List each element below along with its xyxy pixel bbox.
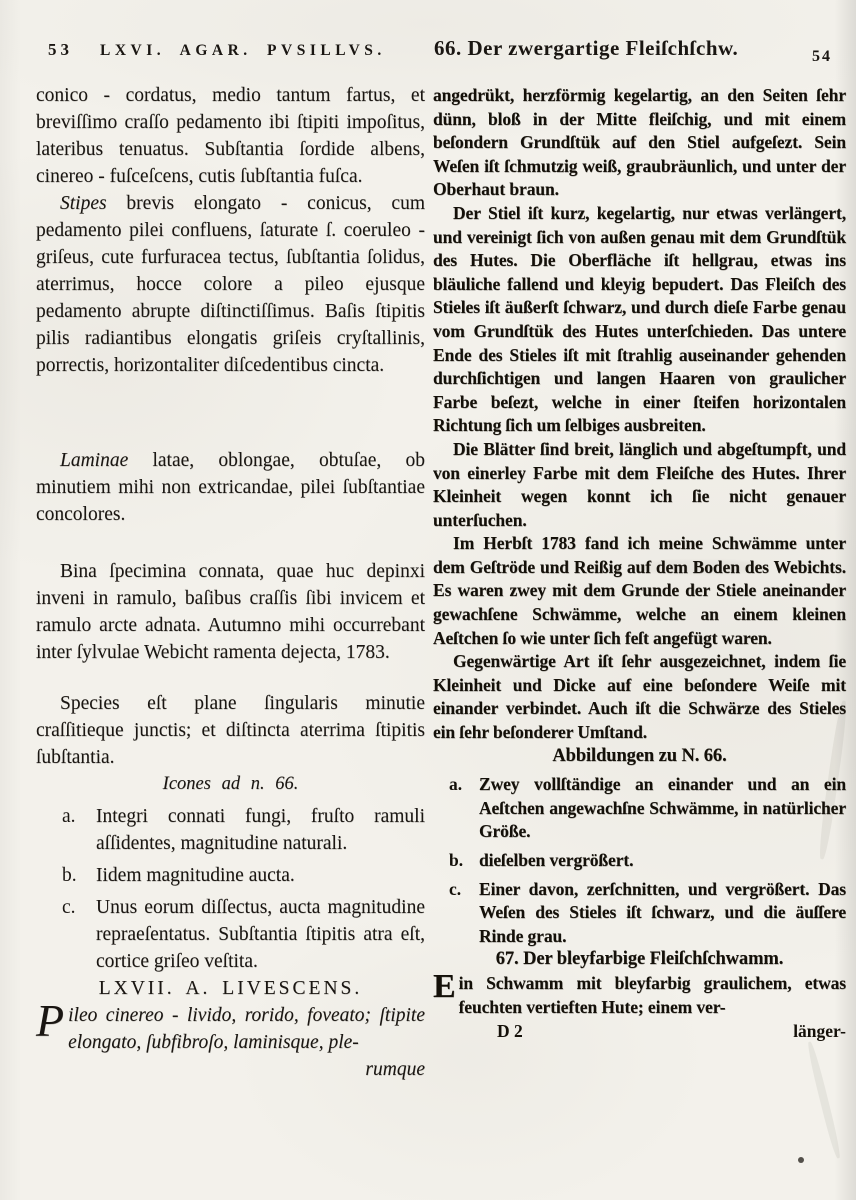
figure-legend-latin [36, 803, 425, 975]
list-item [36, 862, 425, 889]
page-number-right: 54 [812, 48, 832, 65]
scan-artifact [640, 560, 760, 574]
page-number-left: 53 [48, 40, 73, 59]
paragraph-german-stiel: Der Stiel iſt kurz, kegelartig, nur etwas verlängert, und vereinigt ſich von außen genau mit dem Grundſtük des Hutes. Die Oberfläche iſt hellgrau, etwas ins bläuliche fallend und kleyig bepudert. Das Fleiſch des Stieles iſt äußerſt ſchwarz, und durch dieſe Farbe genau vom Grundſtük des Hutes unterſchieden. Das untere Ende des Stieles iſt mit ſtrahlig auseinander gehenden durchſichtigen und langen Haaren von graulicher Farbe beſezt, welche in einer ſteifen horizontalen Richtung ſich um ſelbiges ausbreiten. [433, 202, 846, 436]
paragraph-german-blaetter: Die Blätter ſind breit, länglich und abgeſtumpft, und von einerley Farbe mit dem Fleiſche des Hutes. Ihrer Kleinheit wegen konnt ich ſie nicht genauer unterſuchen. [433, 438, 846, 530]
paragraph-text: latae, oblongae, obtuſae, ob minutiem mihi non extricandae, pilei ſubſtantiae concolores. [36, 450, 425, 525]
list-item [36, 894, 425, 975]
paragraph-latin-specimens: Bina ſpecimina connata, quae huc depinxi inveni in ramulo, baſibus craſſis ſibi invicem et ramulo arcte adnata. Autumno mihi occurrebant inter ſylvulae Webicht ramenta dejecta, 1783. [36, 561, 425, 663]
paragraph-text: ileo cinereo - livido, rorido, foveato; ſtipite elongato, ſubfibroſo, laminisque, ple- [68, 1005, 425, 1053]
paragraph-german-merkmale: Gegenwärtige Art iſt ſehr ausgezeichnet, indem ſie Kleinheit und Dicke auf eine beſondere Weiſe mit einander verbindet. Auch iſt die Schwärze des Stieles ein ſehr beſonderer Umſtand. [433, 651, 846, 743]
catchword-right: länger- [793, 1021, 846, 1042]
drop-cap-p: P [36, 995, 65, 1046]
paragraph-text: brevis elongato - conicus, cum pedamento pilei confluens, ſaturate ſ. coeruleo - griſeus, cute furfuracea tectus, ſubſtantia ſolidus, aterrimus, hocce colore a pileo ejusque pedamento abrupte diſtinctiſſimus. Baſis ſtipitis pilis radiantibus elongatis griſeis cryſtallinis, porrectis, horizontaliter diſcedentibus cincta. [36, 193, 426, 376]
list-item [433, 849, 846, 873]
lead-word-laminae: Laminae [60, 450, 129, 471]
paragraph-german-bleyfarbig [433, 967, 846, 1019]
signature-line [433, 1020, 846, 1044]
running-title-left: LXVI. AGAR. PVSILLVS. [100, 42, 386, 59]
abbildungen-heading: Abbildungen zu N. 66. [552, 745, 727, 766]
paragraph-german-cap-description: angedrükt, herzförmig kegelartig, an den Seiten ſehr dünn, bloß in der Mitte fleiſchig, und mit einem beſondern Grundſtük auf den Stiel aufgeſezt. Sein Weſen iſt ſchmutzig weiß, graubräunlich, und unter der Oberhaut braun. [433, 85, 846, 200]
figure-caption: Iidem magnitudine aucta. [96, 865, 295, 886]
list-marker: a. [449, 774, 463, 795]
species-heading-livescens: LXVII. A. LIVESCENS. [98, 978, 363, 999]
figure-caption: Zwey vollſtändige an einander und an ein Aeſtchen angewachſne Schwämme, in natürlicher Größe. [479, 774, 846, 842]
list-marker: c. [62, 897, 76, 918]
paragraph-german-fund-1783: Im Herbſt 1783 fand ich meine Schwämme unter dem Geſtröde und Reißig auf dem Boden des Webichts. Es waren zwey mit dem Grunde der Stiele aneinander gewachſene Schwämme, welche an einem kleinen Aeſtchen ſo wie unter ſich feſt angefügt waren. [433, 533, 846, 648]
figure-caption: dieſelben vergrößert. [479, 850, 634, 870]
scan-artifact [806, 1041, 843, 1159]
species-heading-bleyfarbige: 67. Der bleyfarbige Fleiſchſchwamm. [495, 949, 784, 970]
figure-legend-german [433, 773, 846, 948]
list-marker: b. [449, 850, 464, 870]
ink-spot [798, 1157, 804, 1163]
running-head [0, 0, 856, 70]
lead-word-stipes: Stipes [60, 193, 107, 214]
list-marker: b. [62, 865, 77, 886]
paragraph-latin-livescens [36, 995, 425, 1056]
list-marker: a. [62, 806, 76, 827]
icones-heading: Icones ad n. 66. [162, 774, 299, 794]
catchword-left: rumque [365, 1059, 425, 1080]
paragraph-text: in Schwamm mit bleyfarbig graulichem, etwas feuchten vertieften Hute; einem ver- [458, 972, 846, 1017]
drop-cap-e: E [433, 967, 456, 1005]
figure-caption: Integri connati fungi, fruſto ramuli aſſidentes, magnitudine naturali. [96, 806, 425, 854]
running-title-right: 66. Der zwergartige Fleiſchſchw. [434, 36, 739, 60]
list-item [433, 773, 846, 844]
list-item [36, 803, 425, 857]
paragraph-latin-laminae [36, 447, 425, 528]
paragraph-latin-species-note: Species eſt plane ſingularis minutie craſſitieque junctis; et diſtincta aterrima ſtipitis ſubſtantia. [36, 693, 425, 768]
signature-mark: D 2 [497, 1021, 523, 1042]
list-marker: c. [449, 878, 462, 899]
left-page-column [36, 82, 425, 1083]
list-item [433, 878, 846, 949]
paragraph-latin-cap-description: conico - cordatus, medio tantum fartus, et breviſſimo craſſo pedamento ibi ſtipiti impoſitus, lateribus tenuatus. Subſtantia ſordide albens, cinereo - fuſceſcens, cutis ſubſtantia fuſca. [36, 85, 425, 187]
figure-caption: Einer davon, zerſchnitten, und vergrößert. Das Weſen des Stieles iſt ſchwarz, und die äuſſere Rinde grau. [479, 878, 846, 946]
paragraph-latin-stipes [36, 190, 425, 379]
figure-caption: Unus eorum diſſectus, aucta magnitudine repraeſentatus. Subſtantia ſtipitis atra eſt, cortice griſeo veſtita. [96, 897, 425, 972]
